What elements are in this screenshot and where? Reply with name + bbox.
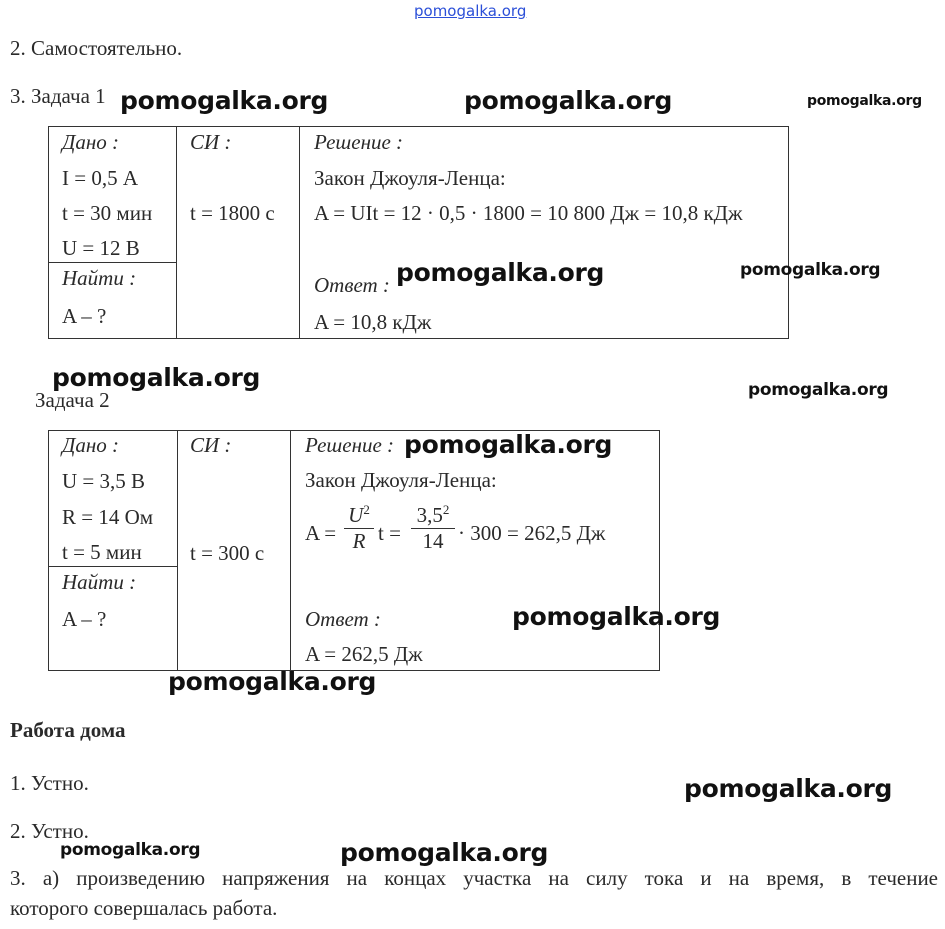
task2-answer-label: Ответ : bbox=[305, 607, 381, 631]
task2-find-label: Найти : bbox=[62, 570, 137, 594]
task2-fraction-2-denominator: 14 bbox=[422, 529, 444, 553]
watermark: pomogalka.org bbox=[396, 258, 605, 287]
task2-fraction-2-numerator: $3,5^2$ bbox=[416, 502, 450, 527]
task2-answer: A = 262,5 Дж bbox=[305, 642, 423, 666]
task2-si-label: СИ : bbox=[190, 433, 232, 457]
task2-solution-label: Решение : bbox=[305, 433, 395, 457]
task1-find-value: A – ? bbox=[62, 304, 107, 328]
watermark: pomogalka.org bbox=[340, 838, 549, 867]
task1-given-time: t = 30 мин bbox=[62, 201, 153, 225]
task1-formula: A = UIt = 12 · 0,5 · 1800 = 10 800 Дж = 10,8 кДж bbox=[314, 201, 743, 225]
watermark: pomogalka.org bbox=[168, 667, 377, 696]
task2-si-value: t = 300 с bbox=[190, 541, 265, 565]
task2-given-resistance: R = 14 Ом bbox=[62, 505, 154, 529]
task2-given-voltage: U = 3,5 В bbox=[62, 469, 146, 493]
watermark: pomogalka.org bbox=[120, 86, 329, 115]
watermark: pomogalka.org bbox=[740, 260, 881, 280]
watermark: pomogalka.org bbox=[807, 93, 922, 109]
watermark: pomogalka.org bbox=[512, 602, 721, 631]
task2-law: Закон Джоуля-Ленца: bbox=[305, 468, 497, 492]
watermark: pomogalka.org bbox=[60, 840, 201, 860]
task1-solution-label: Решение : bbox=[314, 130, 404, 154]
task1-divider-1 bbox=[176, 126, 177, 338]
watermark: pomogalka.org bbox=[52, 363, 261, 392]
task1-table-border bbox=[48, 126, 789, 339]
home-heading: Работа дома bbox=[10, 718, 126, 742]
task1-si-label: СИ : bbox=[190, 130, 232, 154]
task2-divider-1 bbox=[177, 430, 178, 670]
site-header-link[interactable]: pomogalka.org bbox=[414, 2, 527, 20]
item-2-text: 2. Самостоятельно. bbox=[10, 36, 183, 60]
home-item-1: 1. Устно. bbox=[10, 771, 89, 795]
task1-answer: A = 10,8 кДж bbox=[314, 310, 432, 334]
task1-divider-2 bbox=[299, 126, 300, 338]
task2-formula-rhs: · 300 = 262,5 Дж bbox=[458, 521, 606, 545]
task2-fraction-1 bbox=[344, 502, 374, 554]
task2-given-label: Дано : bbox=[62, 433, 120, 457]
watermark: pomogalka.org bbox=[404, 430, 613, 459]
task2-given-time: t = 5 мин bbox=[62, 540, 142, 564]
task1-given-current: I = 0,5 А bbox=[62, 166, 139, 190]
task2-formula-mid: t = bbox=[378, 521, 401, 545]
task1-law: Закон Джоуля-Ленца: bbox=[314, 166, 506, 190]
watermark: pomogalka.org bbox=[464, 86, 673, 115]
task1-answer-label: Ответ : bbox=[314, 273, 390, 297]
watermark: pomogalka.org bbox=[684, 774, 893, 803]
task2-fraction-1-numerator: $U^2$ bbox=[348, 502, 370, 527]
task1-find-label: Найти : bbox=[62, 266, 137, 290]
task2-fraction-2 bbox=[411, 502, 455, 554]
task2-fraction-1-denominator: R bbox=[352, 529, 366, 553]
home-item-2: 2. Устно. bbox=[10, 819, 89, 843]
task1-given-label: Дано : bbox=[62, 130, 120, 154]
home-item-3-line2: которого совершалась работа. bbox=[10, 896, 278, 920]
task2-formula-lhs: A = bbox=[305, 521, 337, 545]
task1-given-divider bbox=[48, 262, 177, 263]
task2-divider-2 bbox=[290, 430, 291, 670]
item-3-heading: 3. Задача 1 bbox=[10, 84, 106, 108]
task2-find-value: A – ? bbox=[62, 607, 107, 631]
task2-given-divider bbox=[48, 566, 178, 567]
task2-heading: Задача 2 bbox=[35, 388, 110, 412]
watermark: pomogalka.org bbox=[748, 380, 889, 400]
task1-si-value: t = 1800 с bbox=[190, 201, 275, 225]
task1-given-voltage: U = 12 В bbox=[62, 236, 140, 260]
home-item-3-line1: 3. а) произведению напряжения на концах участка на силу тока и на время, в течение bbox=[10, 866, 938, 890]
